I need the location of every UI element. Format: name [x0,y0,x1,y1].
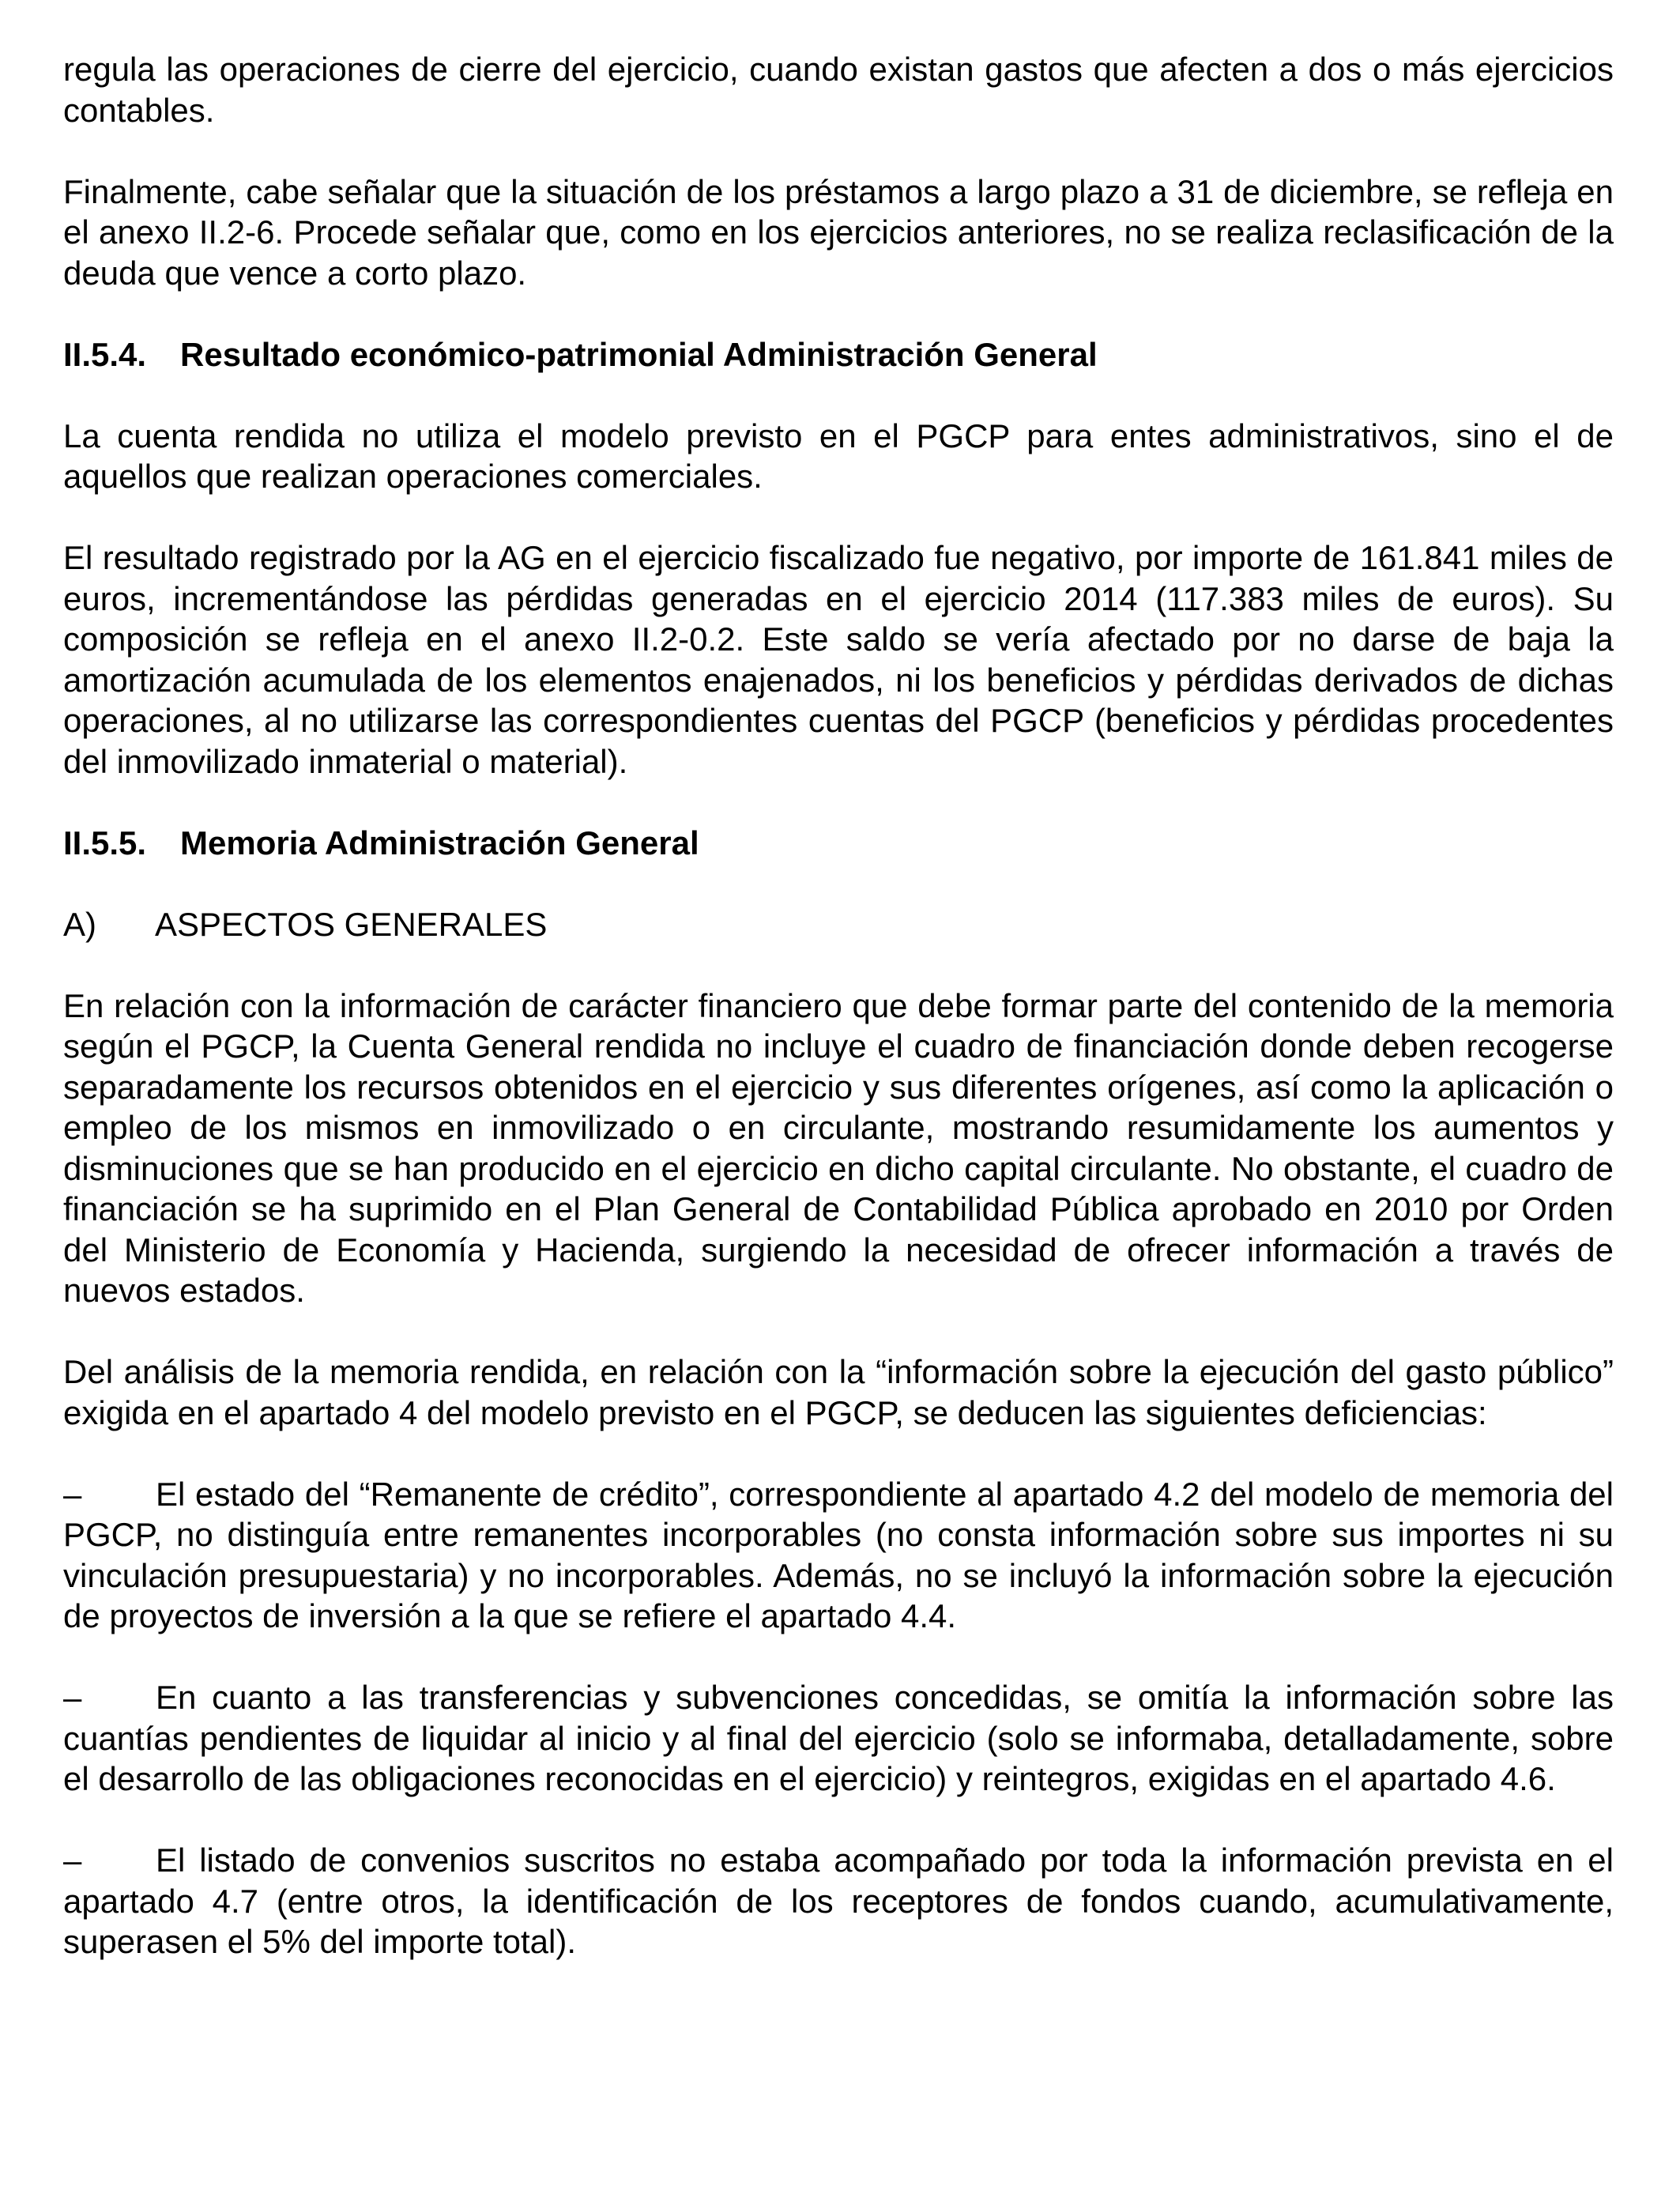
document-page [63,49,1614,1962]
dash-bullet: – [63,1475,82,1513]
list-item-transferencias [63,1677,1614,1800]
paragraph-informacion-financiera: En relación con la información de carácter financiero que debe formar parte del contenido de la memoria según el PGCP, la Cuenta General rendida no incluye el cuadro de financiación donde deben recogerse separadamente los recursos obtenidos en el ejercicio y sus diferentes orígenes, así como la aplicación o empleo de los mismos en inmovilizado o en circulante, mostrando resumidamente los aumentos y disminuciones que se han producido en el ejercicio en dicho capital circulante. No obstante, el cuadro de financiación se ha suprimido en el Plan General de Contabilidad Pública aprobado en 2010 por Orden del Ministerio de Economía y Hacienda, surgiendo la necesidad de ofrecer información a través de nuevos estados. [63,986,1614,1309]
section-number: II.5.5. [63,824,147,861]
paragraph-resultado-registrado: El resultado registrado por la AG en el ejercicio fiscalizado fue negativo, por importe de 161.841 miles de euros, incrementándose las pérdidas generadas en el ejercicio 2014 (117.383 miles de euros). Su composición se refleja en el anexo II.2-0.2. Este saldo se vería afectado por no darse de baja la amortización acumulada de los elementos enajenados, ni los beneficios y pérdidas derivados de dichas operaciones, al no utilizarse las correspondientes cuentas del PGCP (beneficios y pérdidas procedentes del inmovilizado inmaterial o material). [63,539,1614,780]
section-title: Resultado económico-patrimonial Administración General [180,335,1098,373]
section-title: Memoria Administración General [180,824,699,861]
section-heading-memoria [63,823,1614,864]
paragraph-cierre-ejercicio: regula las operaciones de cierre del ejercicio, cuando existan gastos que afecten a dos o más ejercicios contables. [63,51,1614,129]
list-item-text: El estado del “Remanente de crédito”, correspondiente al apartado 4.2 del modelo de memoria del PGCP, no distinguía entre remanentes incorporables (no consta información sobre sus importes ni su vinculación presupuestaria) y no incorporables. Además, no se incluyó la información sobre la ejecución de proyectos de inversión a la que se refiere el apartado 4.4. [63,1475,1614,1634]
paragraph-analisis-memoria: Del análisis de la memoria rendida, en relación con la “información sobre la ejecución del gasto público” exigida en el apartado 4 del modelo previsto en el PGCP, se deducen las siguientes deficiencias: [63,1353,1614,1431]
list-item-text: El listado de convenios suscritos no estaba acompañado por toda la información prevista en el apartado 4.7 (entre otros, la identificación de los receptores de fondos cuando, acumulativamente, superasen el 5% del importe total). [63,1842,1614,1960]
paragraph-cuenta-rendida: La cuenta rendida no utiliza el modelo previsto en el PGCP para entes administrativos, sino el de aquellos que realizan operaciones comerciales. [63,417,1614,495]
subheading-letter: A) [63,905,96,943]
section-heading-resultado [63,334,1614,375]
section-number: II.5.4. [63,335,147,373]
list-item-text: En cuanto a las transferencias y subvenciones concedidas, se omitía la información sobre las cuantías pendientes de liquidar al inicio y al final del ejercicio (solo se informaba, detalladamente, sobre el desarrollo de las obligaciones reconocidas en el ejercicio) y reintegros, exigidas en el apartado 4.6. [63,1679,1614,1797]
dash-bullet: – [63,1842,82,1879]
paragraph-prestamos: Finalmente, cabe señalar que la situación de los préstamos a largo plazo a 31 de diciembre, se refleja en el anexo II.2-6. Procede señalar que, como en los ejercicios anteriores, no se realiza reclasificación de la deuda que vence a corto plazo. [63,172,1614,292]
subheading-aspectos-generales [63,904,1614,945]
list-item-convenios [63,1840,1614,1962]
dash-bullet: – [63,1679,82,1716]
subheading-text: ASPECTOS GENERALES [155,905,548,943]
list-item-remanente [63,1474,1614,1637]
